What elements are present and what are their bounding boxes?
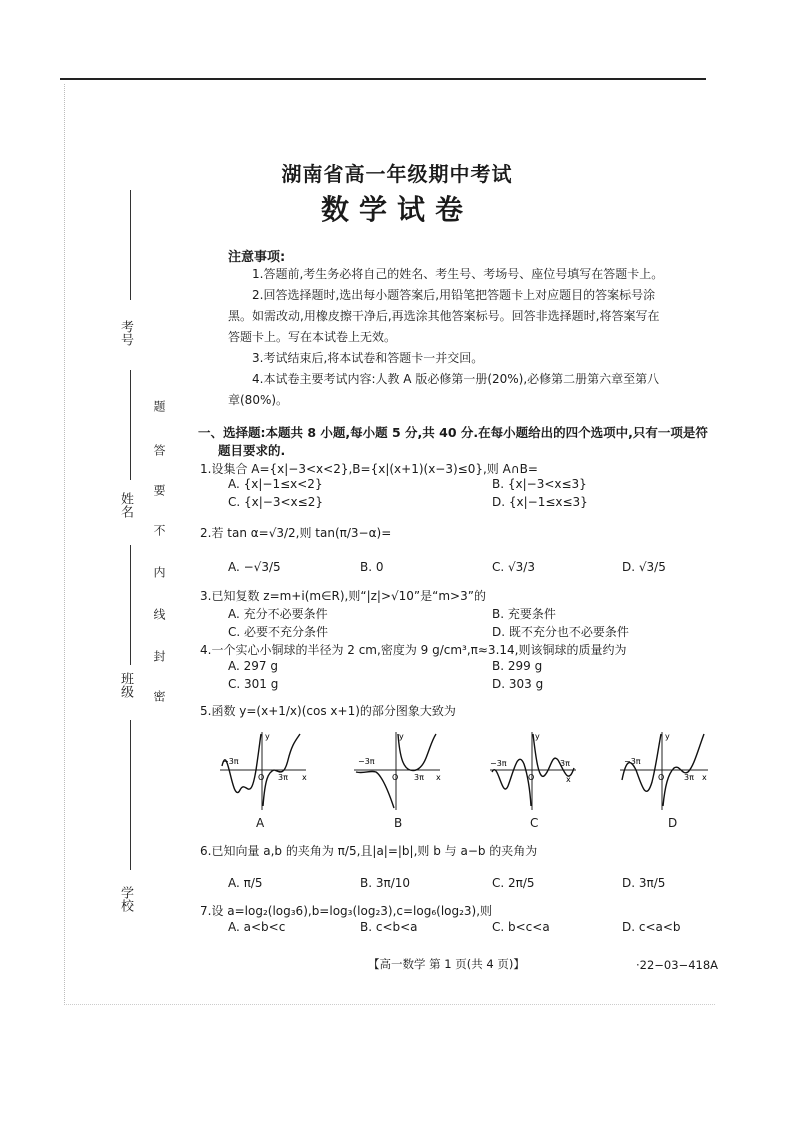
seal-char: 不 bbox=[152, 524, 166, 536]
q3-option-b: B. 充要条件 bbox=[492, 607, 556, 621]
seal-char: 要 bbox=[152, 484, 166, 496]
section-heading-line2: 题目要求的. bbox=[218, 443, 286, 458]
tick-pos: 3π bbox=[414, 773, 424, 782]
question-4-stem: 4.一个实心小铜球的半径为 2 cm,密度为 9 g/cm³,π≈3.14,则该铜球的质量约为 bbox=[200, 643, 627, 657]
question-7-stem: 7.设 a=log₂(log₃6),b=log₃(log₂3),c=log₆(log₂3),则 bbox=[200, 904, 493, 918]
q6-option-c: C. 2π/5 bbox=[492, 876, 535, 890]
question-5-stem: 5.函数 y=(x+1/x)(cos x+1)的部分图象大致为 bbox=[200, 704, 456, 718]
tick-pos: 3π bbox=[684, 773, 694, 782]
class-line bbox=[130, 545, 131, 665]
subject-title: 数学试卷 bbox=[320, 193, 473, 226]
q4-option-a: A. 297 g bbox=[228, 659, 278, 673]
tick-neg: −3π bbox=[358, 757, 375, 766]
note-line: 答题卡上。写在本试卷上无效。 bbox=[228, 330, 397, 344]
q7-option-b: B. c<b<a bbox=[360, 920, 418, 934]
y-label: y bbox=[399, 732, 404, 741]
seal-char: 内 bbox=[152, 566, 166, 578]
graph-c bbox=[488, 730, 580, 812]
tick-pos: 3π bbox=[278, 773, 288, 782]
q4-option-c: C. 301 g bbox=[228, 677, 279, 691]
paper-code: ·22−03−418A bbox=[636, 958, 719, 972]
x-label: x bbox=[566, 775, 571, 784]
graph-d-label: D bbox=[668, 816, 678, 830]
q3-option-c: C. 必要不充分条件 bbox=[228, 625, 329, 639]
q1-option-c: C. {x|−3<x≤2} bbox=[228, 495, 323, 509]
school-label: 学校 bbox=[118, 886, 133, 912]
q2-option-c: C. √3/3 bbox=[492, 560, 535, 574]
y-label: y bbox=[265, 732, 270, 741]
seal-char: 密 bbox=[152, 690, 166, 702]
tick-pos: 3π bbox=[560, 759, 570, 768]
graph-c-label: C bbox=[530, 816, 539, 830]
page-footer: 【高一数学 第 1 页(共 4 页)】 bbox=[368, 957, 525, 971]
top-rule bbox=[60, 78, 706, 80]
question-2-stem: 2.若 tan α=√3/2,则 tan(π/3−α)= bbox=[200, 526, 392, 540]
q6-option-b: B. 3π/10 bbox=[360, 876, 411, 890]
q7-option-a: A. a<b<c bbox=[228, 920, 286, 934]
exam-title: 湖南省高一年级期中考试 bbox=[281, 162, 513, 186]
section-heading bbox=[198, 424, 728, 460]
curve-left bbox=[356, 771, 394, 808]
seal-char: 封 bbox=[152, 650, 166, 662]
graph-a-label: A bbox=[256, 816, 265, 830]
graph-b bbox=[352, 730, 444, 812]
q6-option-a: A. π/5 bbox=[228, 876, 263, 890]
school-line bbox=[130, 720, 131, 870]
graph-a bbox=[218, 730, 310, 812]
x-label: x bbox=[436, 773, 441, 782]
seal-char: 题 bbox=[152, 400, 166, 412]
question-3-stem: 3.已知复数 z=m+i(m∈R),则“|z|>√10”是“m>3”的 bbox=[200, 589, 486, 603]
tick-neg: −3π bbox=[624, 757, 641, 766]
note-line: 2.回答选择题时,选出每小题答案后,用铅笔把答题卡上对应题目的答案标号涂 bbox=[252, 288, 656, 302]
graph-d bbox=[618, 730, 710, 812]
graph-b-label: B bbox=[394, 816, 403, 830]
q2-option-a: A. −√3/5 bbox=[228, 560, 281, 574]
q2-option-d: D. √3/5 bbox=[622, 560, 666, 574]
question-6-stem: 6.已知向量 a,b 的夹角为 π/5,且|a|=|b|,则 b 与 a−b 的夹角为 bbox=[200, 844, 538, 858]
section-heading-line1: 一、选择题:本题共 8 小题,每小题 5 分,共 40 分.在每小题给出的四个选项中,只有一项是符 bbox=[198, 425, 708, 440]
seal-char: 线 bbox=[152, 608, 166, 620]
x-label: x bbox=[702, 773, 707, 782]
q1-option-b: B. {x|−3<x≤3} bbox=[492, 477, 587, 491]
exam-no-label: 考号 bbox=[118, 320, 133, 346]
q3-option-d: D. 既不充分也不必要条件 bbox=[492, 625, 629, 639]
q3-option-a: A. 充分不必要条件 bbox=[228, 607, 328, 621]
question-1-stem: 1.设集合 A={x|−3<x<2},B={x|(x+1)(x−3)≤0},则 A∩B= bbox=[200, 462, 538, 476]
q4-option-d: D. 303 g bbox=[492, 677, 544, 691]
q7-option-c: C. b<c<a bbox=[492, 920, 550, 934]
q1-option-d: D. {x|−1≤x≤3} bbox=[492, 495, 588, 509]
name-label: 姓名 bbox=[118, 492, 133, 518]
class-label: 班级 bbox=[118, 672, 133, 698]
q6-option-d: D. 3π/5 bbox=[622, 876, 666, 890]
tick-neg: −3π bbox=[222, 757, 239, 766]
seal-char: 答 bbox=[152, 444, 166, 456]
name-line bbox=[130, 370, 131, 480]
y-label: y bbox=[535, 732, 540, 741]
q1-option-a: A. {x|−1≤x<2} bbox=[228, 477, 323, 491]
origin-label: O bbox=[258, 773, 265, 782]
note-line: 黑。如需改动,用橡皮擦干净后,再选涂其他答案标号。回答非选择题时,将答案写在 bbox=[228, 309, 660, 323]
x-label: x bbox=[302, 773, 307, 782]
q7-option-d: D. c<a<b bbox=[622, 920, 681, 934]
y-label: y bbox=[665, 732, 670, 741]
note-line: 3.考试结束后,将本试卷和答题卡一并交回。 bbox=[252, 351, 484, 365]
origin-label: O bbox=[528, 773, 535, 782]
origin-label: O bbox=[392, 773, 399, 782]
notes-heading: 注意事项: bbox=[228, 250, 286, 265]
note-line: 4.本试卷主要考试内容:人教 A 版必修第一册(20%),必修第二册第六章至第八 bbox=[252, 372, 660, 386]
tick-neg: −3π bbox=[490, 759, 507, 768]
note-line: 1.答题前,考生务必将自己的姓名、考生号、考场号、座位号填写在答题卡上。 bbox=[252, 267, 664, 281]
origin-label: O bbox=[658, 773, 665, 782]
q4-option-b: B. 299 g bbox=[492, 659, 543, 673]
q2-option-b: B. 0 bbox=[360, 560, 384, 574]
note-line: 章(80%)。 bbox=[228, 393, 289, 407]
